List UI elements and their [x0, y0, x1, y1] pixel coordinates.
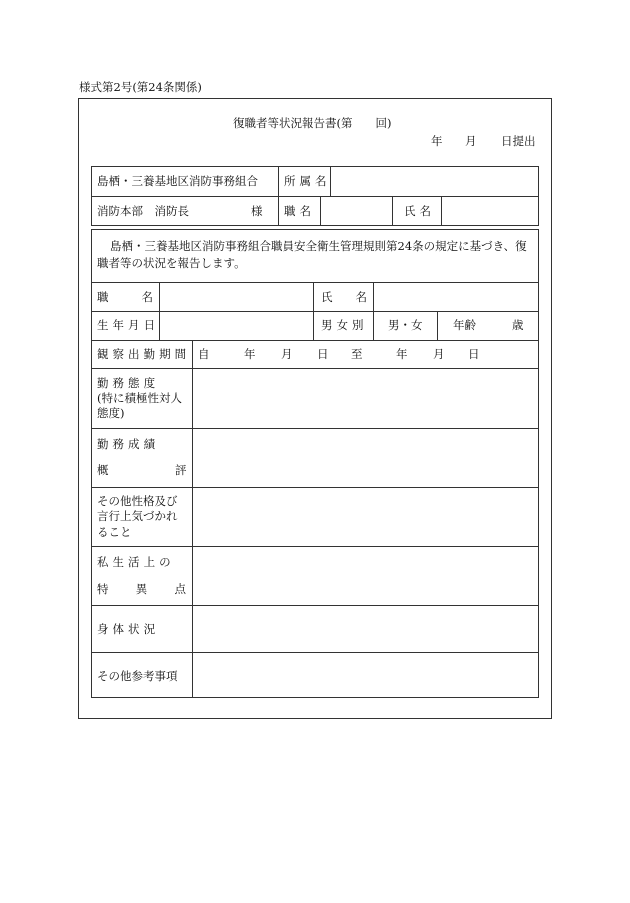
- divider: [392, 196, 393, 226]
- private-life-label-l2: [97, 584, 186, 596]
- personality-label-l2: 言行上気づかれ: [97, 509, 178, 523]
- label-char: 名: [141, 290, 153, 304]
- statement-line1: 島栖・三養基地区消防事務組合職員安全衛生管理規則第24条の規定に基づき、復: [110, 239, 527, 253]
- age-unit: 歳: [512, 318, 524, 332]
- gender-label: 男女別: [321, 318, 368, 332]
- divider: [373, 282, 374, 340]
- performance-label-l2a: 概: [97, 463, 109, 477]
- divider: [320, 196, 321, 226]
- date-year: 年: [431, 134, 443, 148]
- divider: [91, 428, 539, 429]
- birth-date-label: 生年月日: [97, 318, 160, 332]
- recipient-department: 消防本部 消防長: [97, 204, 189, 218]
- divider: [313, 282, 314, 340]
- personality-label-l3: ること: [97, 525, 132, 539]
- divider: [91, 546, 539, 547]
- performance-label-l2b: 評: [175, 463, 187, 477]
- observation-label: 観察出勤期間: [97, 347, 191, 361]
- divider: [91, 368, 539, 369]
- attitude-label-l3: 態度): [97, 406, 125, 420]
- attitude-label-l1: 勤務態度: [97, 376, 160, 390]
- observation-to-month: 月: [433, 347, 445, 361]
- divider: [437, 311, 438, 340]
- observation-from-year: 年: [244, 347, 256, 361]
- recipient-honorific: 様: [251, 204, 263, 218]
- divider: [91, 487, 539, 488]
- performance-label-l1: 勤務成績: [97, 437, 160, 451]
- observation-from-month: 月: [281, 347, 293, 361]
- gender-options: 男・女: [388, 318, 423, 332]
- label-char: 職: [97, 290, 109, 304]
- age-label: 年齢: [453, 318, 476, 332]
- header-name-label: 氏名: [404, 204, 436, 218]
- header-position-label: 職名: [284, 204, 316, 218]
- divider: [159, 282, 160, 340]
- form-number: 様式第2号(第24条関係): [79, 80, 202, 94]
- divider: [91, 605, 539, 606]
- observation-from-day: 日: [317, 347, 329, 361]
- date-day-submit: 日提出: [501, 134, 536, 148]
- label-char: 氏: [321, 290, 333, 304]
- personality-label-l1: その他性格及び: [97, 494, 178, 508]
- divider: [91, 652, 539, 653]
- label-char: 異: [135, 582, 148, 596]
- divider: [278, 166, 279, 226]
- employee-position-label: [97, 292, 153, 304]
- affiliation-label: 所属名: [284, 174, 331, 188]
- label-char: 特: [97, 582, 109, 596]
- statement-line2: 職者等の状況を報告します。: [97, 256, 246, 270]
- divider: [441, 196, 442, 226]
- divider: [192, 340, 193, 698]
- other-reference-label: その他参考事項: [97, 669, 178, 683]
- observation-from: 自: [198, 347, 210, 361]
- private-life-label-l1: 私生活上の: [97, 555, 175, 569]
- divider: [91, 196, 539, 197]
- observation-to: 至: [351, 347, 363, 361]
- label-char: 点: [174, 582, 186, 596]
- divider: [91, 340, 539, 341]
- physical-label: 身体状況: [97, 622, 160, 636]
- observation-to-day: 日: [468, 347, 480, 361]
- form-title: 復職者等状況報告書(第 回): [233, 116, 392, 130]
- date-month: 月: [465, 134, 477, 148]
- observation-to-year: 年: [396, 347, 408, 361]
- label-char: 名: [355, 290, 367, 304]
- attitude-label-l2: (特に積極性対人: [97, 391, 182, 405]
- recipient-organization: 島栖・三養基地区消防事務組合: [97, 174, 258, 188]
- employee-name-label: [321, 292, 367, 304]
